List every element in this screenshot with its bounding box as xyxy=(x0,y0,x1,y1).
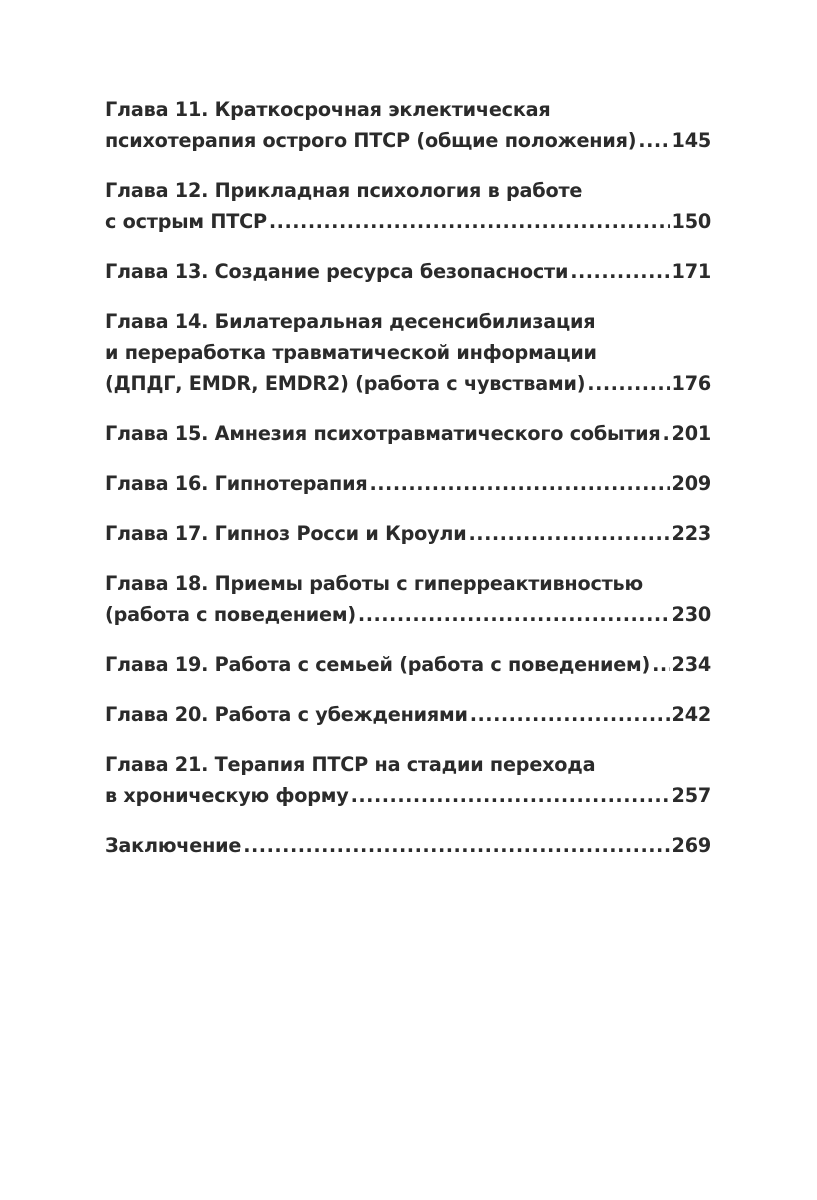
toc-entry xyxy=(105,175,711,237)
toc-entry-title-line: Глава 12. Прикладная психология в работе xyxy=(105,179,583,202)
toc-entry-title-line: Глава 16. Гипнотерапия xyxy=(105,472,368,495)
toc-entry-title-line: (ДПДГ, EMDR, EMDR2) (работа с чувствами) xyxy=(105,372,586,395)
toc-entry-title-line: Заключение xyxy=(105,834,242,857)
page-number: 201 xyxy=(671,422,711,445)
toc-entry-final-line xyxy=(105,699,711,730)
toc-entry-title-line: (работа с поведением) xyxy=(105,603,356,626)
dot-leader xyxy=(369,468,669,499)
toc-entry-title-line: Глава 17. Гипноз Росси и Кроули xyxy=(105,522,467,545)
page-number: 230 xyxy=(671,603,711,626)
toc-entry xyxy=(105,306,711,399)
toc-entry xyxy=(105,518,711,549)
page-number: 223 xyxy=(671,522,711,545)
toc-entry-title-line: психотерапия острого ПТСР (общие положения) xyxy=(105,129,637,152)
page-number: 176 xyxy=(671,372,711,395)
page-number: 209 xyxy=(671,472,711,495)
dot-leader xyxy=(638,125,669,156)
toc-entry-title-line: Глава 18. Приемы работы с гиперреактивностью xyxy=(105,572,643,595)
toc-entry xyxy=(105,749,711,811)
toc-entry-final-line xyxy=(105,599,711,630)
dot-leader xyxy=(243,830,669,861)
dot-leader xyxy=(652,649,669,680)
page-number: 234 xyxy=(671,653,711,676)
toc-entry-final-line xyxy=(105,125,711,156)
toc-entry-final-line xyxy=(105,256,711,287)
toc-entry-title-line: Глава 14. Билатеральная десенсибилизация xyxy=(105,310,596,333)
toc-entry-final-line xyxy=(105,649,711,680)
toc-entry xyxy=(105,699,711,730)
page-number: 145 xyxy=(671,129,711,152)
toc-entry xyxy=(105,468,711,499)
toc-entry-title-line: в хроническую форму xyxy=(105,784,349,807)
dot-leader xyxy=(351,780,670,811)
toc-entry-final-line xyxy=(105,830,711,861)
dot-leader xyxy=(662,418,669,449)
toc-entry-title-line: и переработка травматической информации xyxy=(105,341,597,364)
dot-leader xyxy=(269,206,670,237)
page-number: 242 xyxy=(671,703,711,726)
dot-leader xyxy=(587,368,669,399)
toc-entry xyxy=(105,256,711,287)
toc-entry xyxy=(105,94,711,156)
dot-leader xyxy=(358,599,670,630)
page-number: 171 xyxy=(671,260,711,283)
toc-entry xyxy=(105,830,711,861)
toc-entry-title-line: с острым ПТСР xyxy=(105,210,267,233)
page-number: 257 xyxy=(671,784,711,807)
dot-leader xyxy=(469,518,670,549)
toc-entry xyxy=(105,649,711,680)
toc-entry-title-line: Глава 20. Работа с убеждениями xyxy=(105,703,468,726)
toc-entry-title-line: Глава 21. Терапия ПТСР на стадии перехода xyxy=(105,753,596,776)
dot-leader xyxy=(570,256,669,287)
toc-entry-title-line: Глава 19. Работа с семьей (работа с поведением) xyxy=(105,653,651,676)
page-number: 269 xyxy=(671,834,711,857)
toc-entry-final-line xyxy=(105,518,711,549)
toc-entry-title-line: Глава 15. Амнезия психотравматического события xyxy=(105,422,661,445)
toc-entry-title-line: Глава 13. Создание ресурса безопасности xyxy=(105,260,569,283)
page-number: 150 xyxy=(671,210,711,233)
toc-entry-final-line xyxy=(105,368,711,399)
table-of-contents xyxy=(105,94,711,880)
toc-entry-final-line xyxy=(105,468,711,499)
toc-entry-final-line xyxy=(105,418,711,449)
dot-leader xyxy=(470,699,670,730)
toc-entry-final-line xyxy=(105,780,711,811)
toc-entry xyxy=(105,568,711,630)
toc-entry xyxy=(105,418,711,449)
toc-entry-final-line xyxy=(105,206,711,237)
toc-entry-title-line: Глава 11. Краткосрочная эклектическая xyxy=(105,98,551,121)
